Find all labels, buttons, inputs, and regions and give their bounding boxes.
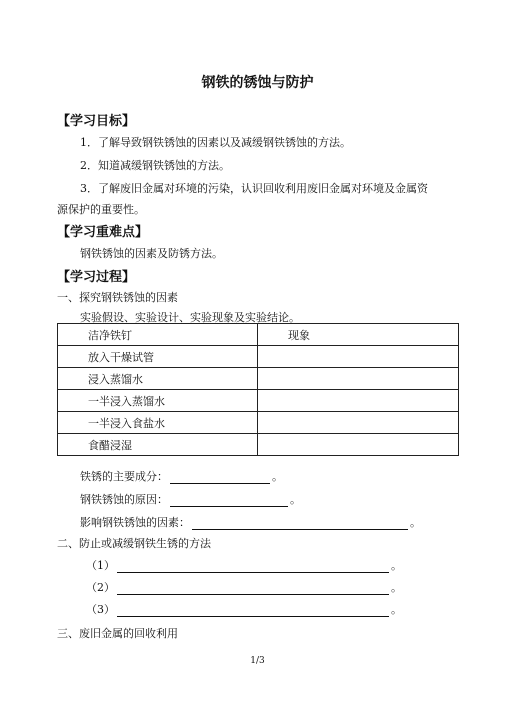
section-1-title: 一、探究钢铁锈蚀的因素 — [57, 291, 178, 304]
section-1-intro: 实验假设、实验设计、实验现象及实验结论。 — [80, 311, 300, 324]
page-number: 1/3 — [250, 656, 265, 666]
rust-factors-question — [80, 514, 421, 530]
method-item-1 — [86, 557, 402, 573]
process-heading: 【学习过程】 — [57, 270, 136, 285]
rust-cause-label: 钢铁锈蚀的原因： — [80, 493, 168, 506]
table-cell: 食醋浸湿 — [58, 434, 258, 456]
rust-cause-question — [80, 491, 301, 507]
end-mark: 。 — [410, 516, 421, 529]
method-blank-2[interactable] — [117, 583, 389, 595]
table-header-cell: 洁净铁钉 — [58, 324, 258, 346]
method-blank-3[interactable] — [117, 605, 389, 617]
table-cell: 放入干燥试管 — [58, 346, 258, 368]
table-row — [58, 434, 459, 456]
end-mark: 。 — [290, 493, 301, 506]
table-cell-empty[interactable] — [258, 346, 459, 368]
objective-item-3-cont: 源保护的重要性。 — [57, 203, 145, 216]
objective-item-1: 1．了解导致钢铁锈蚀的因素以及减缓钢铁锈蚀的方法。 — [80, 136, 351, 149]
rust-factors-label: 影响钢铁锈蚀的因素： — [80, 516, 190, 529]
rust-factors-blank[interactable] — [192, 518, 408, 530]
end-mark: 。 — [272, 470, 283, 483]
rust-component-label: 铁锈的主要成分： — [80, 470, 168, 483]
rust-component-blank[interactable] — [170, 472, 270, 484]
objective-item-3: 3．了解废旧金属对环境的污染，认识回收利用废旧金属对环境及金属资 — [80, 182, 428, 195]
method-item-2 — [86, 579, 402, 595]
table-row — [58, 324, 459, 346]
method-item-3 — [86, 601, 402, 617]
rust-cause-blank[interactable] — [170, 495, 288, 507]
table-cell: 浸入蒸馏水 — [58, 368, 258, 390]
method-blank-1[interactable] — [117, 561, 389, 573]
table-row — [58, 390, 459, 412]
section-2-title: 二、防止或减缓钢铁生锈的方法 — [57, 537, 211, 550]
table-cell-empty[interactable] — [258, 412, 459, 434]
method-number: （1） — [86, 559, 115, 572]
experiment-table — [57, 323, 459, 456]
document-title: 钢铁的锈蚀与防护 — [201, 75, 314, 91]
table-row — [58, 412, 459, 434]
table-cell-empty[interactable] — [258, 368, 459, 390]
end-mark: 。 — [391, 603, 402, 616]
table-cell-empty[interactable] — [258, 390, 459, 412]
table-cell: 一半浸入蒸馏水 — [58, 390, 258, 412]
objectives-heading: 【学习目标】 — [57, 114, 136, 129]
rust-component-question — [80, 468, 283, 484]
objective-item-2: 2．知道减缓钢铁锈蚀的方法。 — [80, 159, 230, 172]
table-cell-empty[interactable] — [258, 434, 459, 456]
section-3-title: 三、废旧金属的回收利用 — [57, 627, 178, 640]
end-mark: 。 — [391, 581, 402, 594]
table-cell: 一半浸入食盐水 — [58, 412, 258, 434]
table-header-cell: 现象 — [258, 324, 459, 346]
key-points-heading: 【学习重难点】 — [57, 225, 149, 240]
method-number: （2） — [86, 581, 115, 594]
key-points-text: 钢铁锈蚀的因素及防锈方法。 — [80, 247, 223, 260]
method-number: （3） — [86, 603, 115, 616]
table-row — [58, 368, 459, 390]
table-row — [58, 346, 459, 368]
end-mark: 。 — [391, 559, 402, 572]
